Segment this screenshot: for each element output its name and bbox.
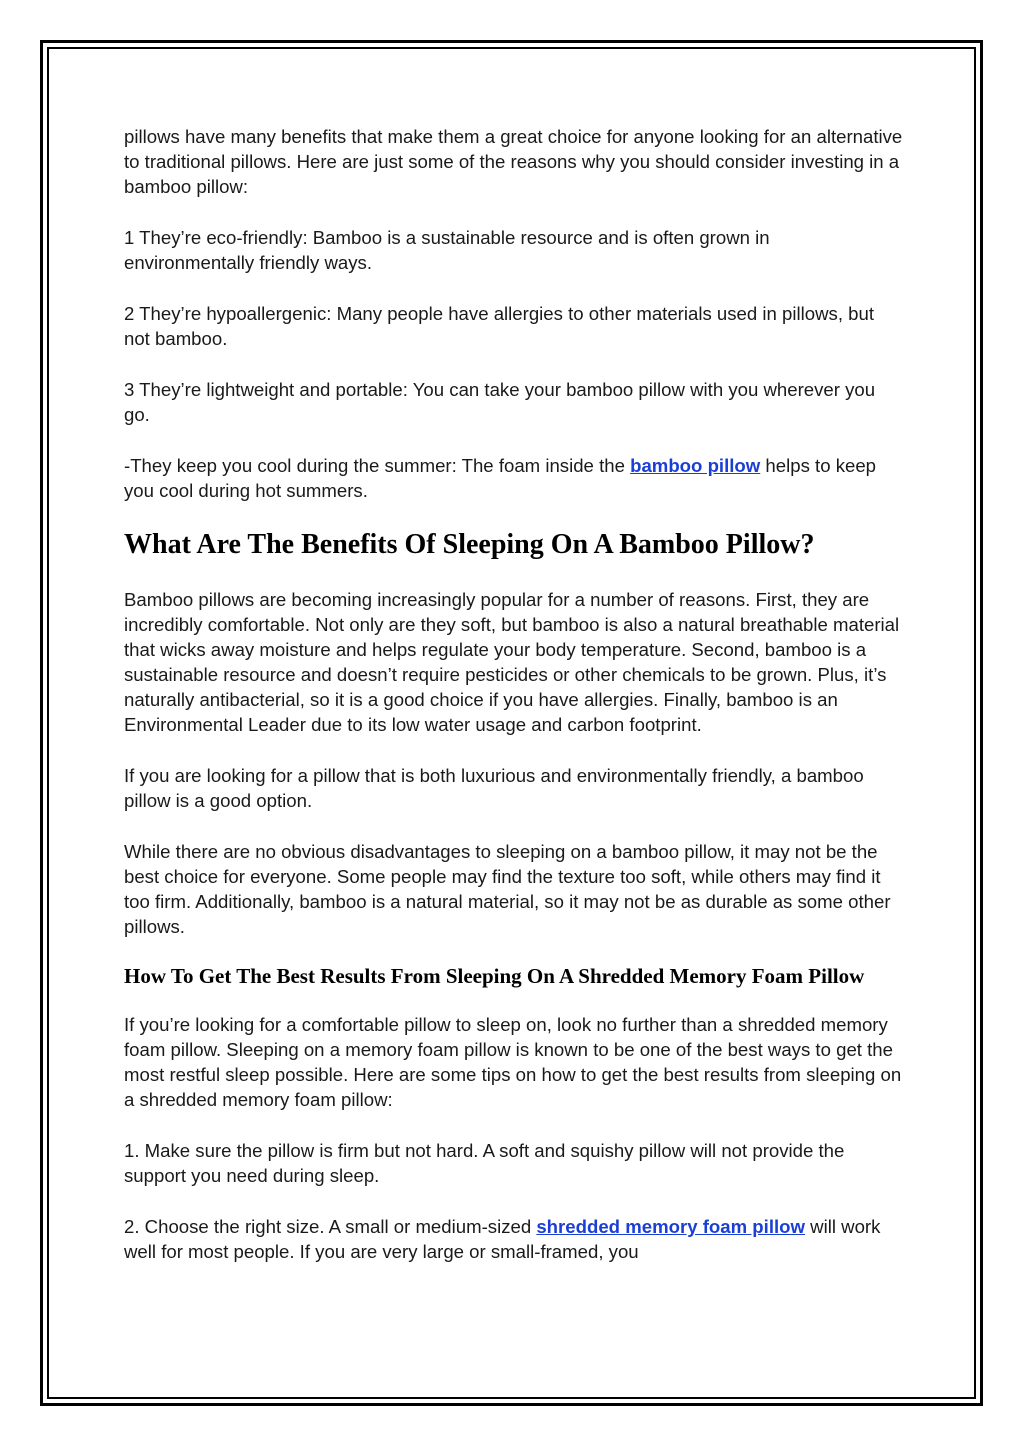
article-body — [124, 124, 904, 1290]
paragraph-shredded-intro: If you’re looking for a comfortable pillow to sleep on, look no further than a shredded memory foam pillow. Sleeping on a memory foam pillow is known to be one of the best ways to get the most restful sleep possible. Here are some tips on how to get the best results from sleeping on a shredded memory foam pillow: — [124, 1014, 902, 1110]
heading-best-results: How To Get The Best Results From Sleeping On A Shredded Memory Foam Pillow — [124, 964, 865, 988]
tip-size-text-before: 2. Choose the right size. A small or medium-sized — [124, 1216, 537, 1237]
paragraph-luxurious: If you are looking for a pillow that is both luxurious and environmentally friendly, a bamboo pillow is a good option. — [124, 765, 864, 811]
keep-cool-text-before: -They keep you cool during the summer: The foam inside the — [124, 455, 631, 476]
shredded-memory-foam-pillow-link[interactable]: shredded memory foam pillow — [536, 1216, 805, 1237]
paragraph-disadvantages: While there are no obvious disadvantages to sleeping on a bamboo pillow, it may not be the best choice for everyone. Some people may find the texture too soft, while others may find it too firm. Additionally, bamboo is a natural material, so it may not be as durable as some other pillows. — [124, 841, 891, 937]
heading-benefits: What Are The Benefits Of Sleeping On A Bamboo Pillow? — [124, 529, 815, 560]
paragraph-intro: pillows have many benefits that make them a great choice for anyone looking for an alternative to traditional pillows. Here are just some of the reasons why you should consider investing in a bamboo pillow: — [124, 126, 903, 197]
paragraph-lightweight: 3 They’re lightweight and portable: You can take your bamboo pillow with you wherever you go. — [124, 379, 876, 425]
paragraph-tip-firm: 1. Make sure the pillow is firm but not hard. A soft and squishy pillow will not provide the support you need during sleep. — [124, 1140, 845, 1186]
paragraph-tip-size — [124, 1214, 904, 1264]
keep-cool-text-after: helps to keep you cool during hot summers. — [124, 455, 877, 501]
paragraph-hypoallergenic: 2 They’re hypoallergenic: Many people have allergies to other materials used in pillows, but not bamboo. — [124, 303, 875, 349]
paragraph-eco-friendly: 1 They’re eco-friendly: Bamboo is a sustainable resource and is often grown in environmentally friendly ways. — [124, 227, 770, 273]
tip-size-text-after: will work well for most people. If you are very large or small-framed, you — [124, 1216, 881, 1262]
paragraph-keep-cool — [124, 453, 904, 503]
bamboo-pillow-link[interactable]: bamboo pillow — [630, 455, 761, 476]
paragraph-benefits: Bamboo pillows are becoming increasingly popular for a number of reasons. First, they are incredibly comfortable. Not only are they soft, but bamboo is also a natural breathable material that wicks away moisture and helps regulate your body temperature. Second, bamboo is a sustainable resource and doesn’t require pesticides or other chemicals to be grown. Plus, it’s naturally antibacterial, so it is a good choice if you have allergies. Finally, bamboo is an Environmental Leader due to its low water usage and carbon footprint. — [124, 589, 900, 735]
